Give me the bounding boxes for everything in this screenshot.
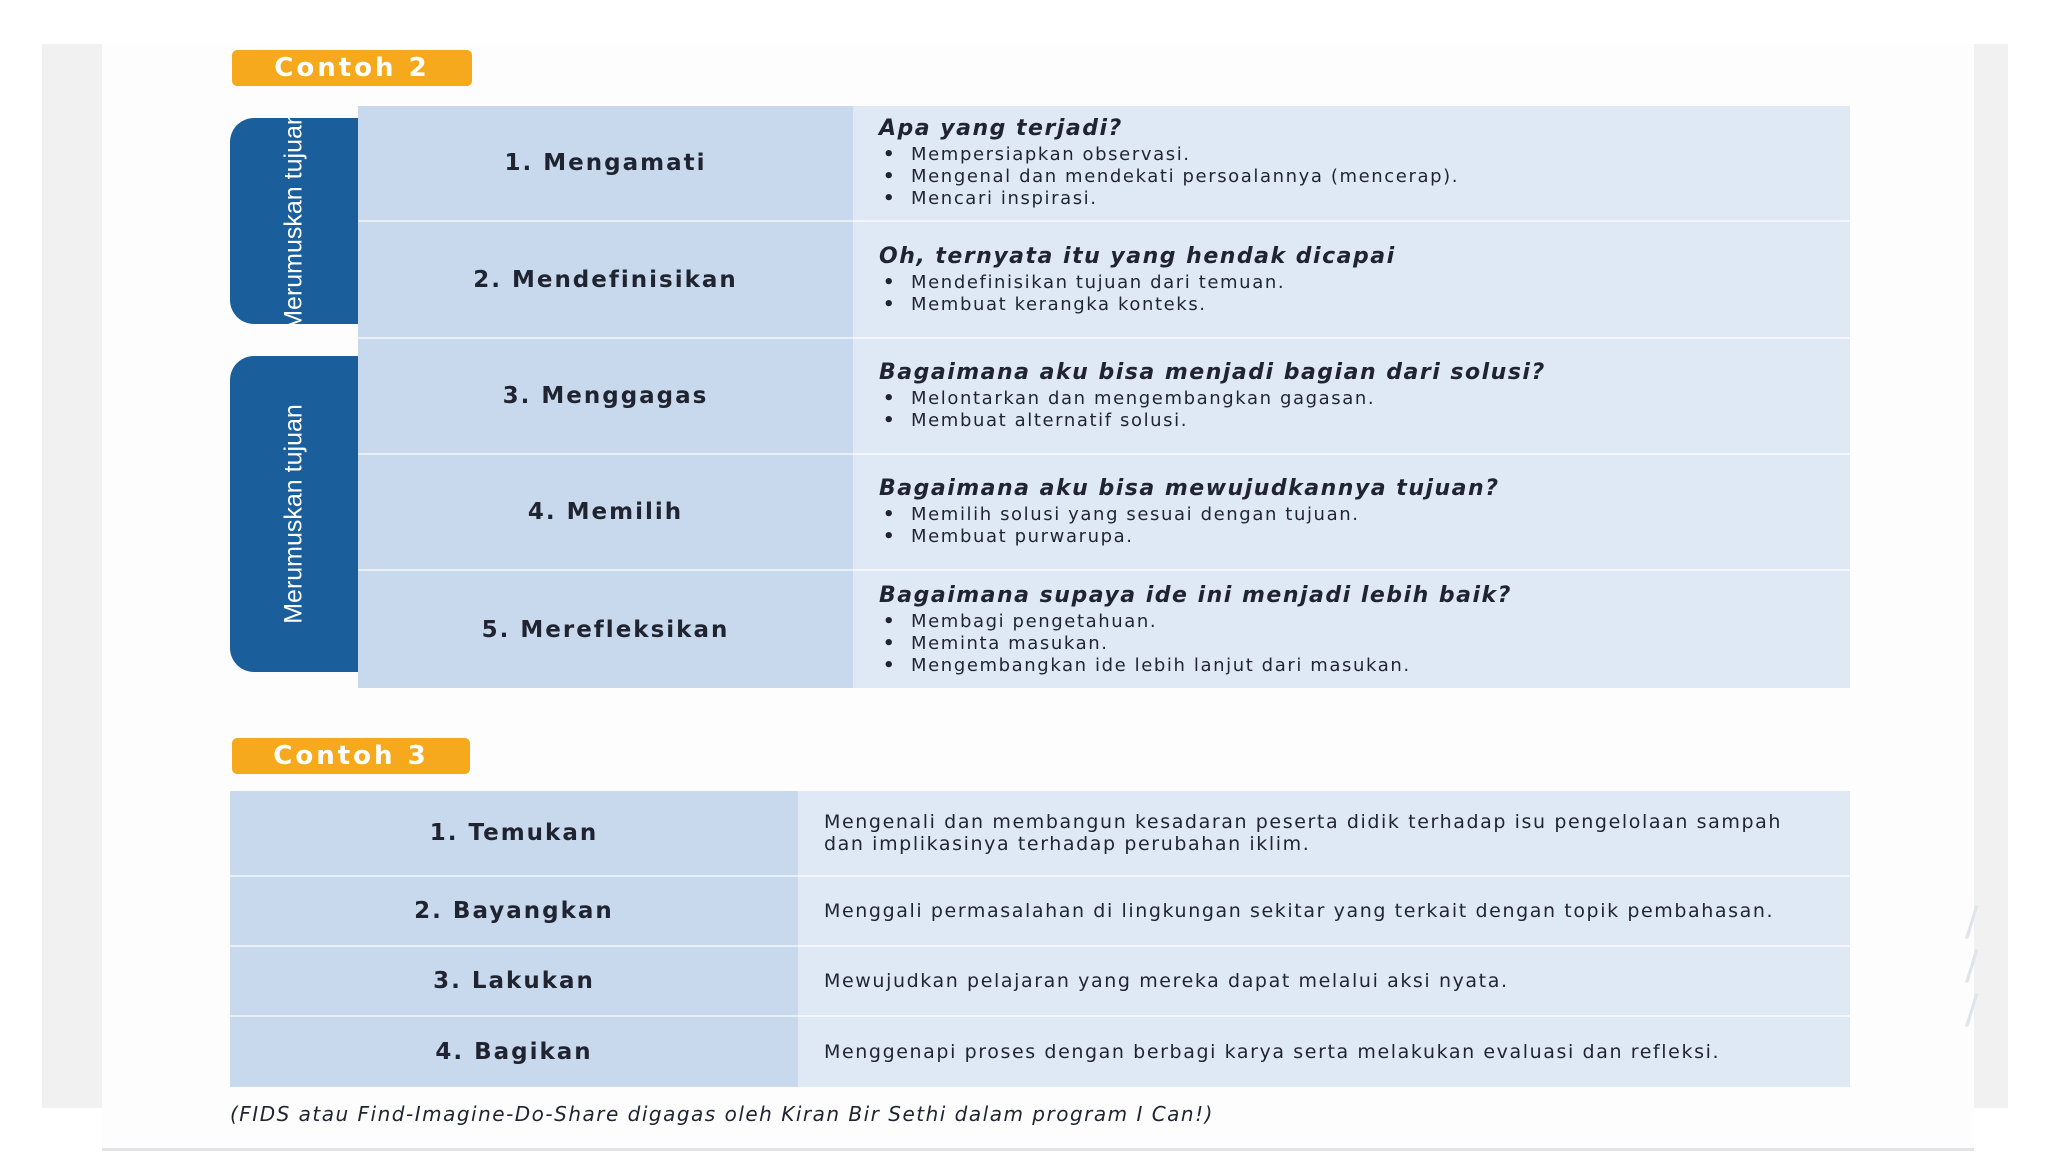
bullet-item: • Mempersiapkan observasi. [879,144,1850,166]
bullet-item: • Membagi pengetahuan. [879,611,1850,633]
divider [102,1148,1974,1151]
bullet-item: • Mendefinisikan tujuan dari temuan. [879,272,1850,294]
bullet-item: • Membuat alternatif solusi. [879,410,1850,432]
question: Bagaimana aku bisa menjadi bagian dari solusi? [879,360,1546,385]
description-text: Mengenali dan membangun kesadaran peserta didik terhadap isu pengelolaan sampah dan implikasinya terhadap perubahan iklim. [824,811,1783,855]
desc-temukan [798,791,1850,877]
step-merefleksikan: 5. Merefleksikan [358,571,853,688]
question: Apa yang terjadi? [879,116,1123,141]
step-memilih: 4. Memilih [358,455,853,571]
step-temukan: 1. Temukan [230,791,798,877]
question: Bagaimana supaya ide ini menjadi lebih baik? [879,582,1512,608]
question: Bagaimana aku bisa mewujudkannya tujuan? [879,476,1500,501]
step-lakukan: 3. Lakukan [230,947,798,1017]
desc-mendefinisikan [853,222,1850,339]
side-tab-2 [230,356,358,672]
side-tab-1 [230,111,358,331]
desc-bayangkan [798,877,1850,947]
watermark-decoration: / / / [1965,899,1983,1033]
bullet-item: • Mengenal dan mendekati persoalannya (mencerap). [879,166,1850,188]
bullet-item: • Membuat purwarupa. [879,526,1850,548]
desc-mengamati [853,106,1850,222]
step-mengamati: 1. Mengamati [358,106,853,222]
step-mendefinisikan: 2. Mendefinisikan [358,222,853,339]
description-text: Menggali permasalahan di lingkungan sekitar yang terkait dengan topik pembahasan. [824,900,1775,922]
desc-memilih [853,455,1850,571]
desc-merefleksikan [853,571,1850,688]
question: Oh, ternyata itu yang hendak dicapai [879,243,1396,269]
desc-menggagas [853,339,1850,455]
step-menggagas: 3. Menggagas [358,339,853,455]
contoh-2-label: Contoh 2 [232,50,472,86]
bullet-item: • Membuat kerangka konteks. [879,294,1850,316]
description-text: Mewujudkan pelajaran yang mereka dapat melalui aksi nyata. [824,970,1509,992]
desc-lakukan [798,947,1850,1017]
desc-bagikan [798,1017,1850,1087]
page-frame-left [42,44,102,1108]
bullet-item: • Melontarkan dan mengembangkan gagasan. [879,388,1850,410]
bullet-item: • Memilih solusi yang sesuai dengan tujuan. [879,504,1850,526]
step-bayangkan: 2. Bayangkan [230,877,798,947]
step-bagikan: 4. Bagikan [230,1017,798,1087]
source-caption: (FIDS atau Find-Imagine-Do-Share digagas oleh Kiran Bir Sethi dalam program I Can!) [230,1102,1214,1126]
side-tab-1-label: Merumuskan tujuan [279,111,308,331]
description-text: Menggenapi proses dengan berbagi karya serta melakukan evaluasi dan refleksi. [824,1041,1721,1063]
bullet-item: • Meminta masukan. [879,633,1850,655]
contoh-3-label: Contoh 3 [232,738,470,774]
side-tab-2-label: Merumuskan tujuan [279,404,308,624]
bullet-item: • Mengembangkan ide lebih lanjut dari masukan. [879,655,1850,677]
bullet-item: • Mencari inspirasi. [879,188,1850,210]
